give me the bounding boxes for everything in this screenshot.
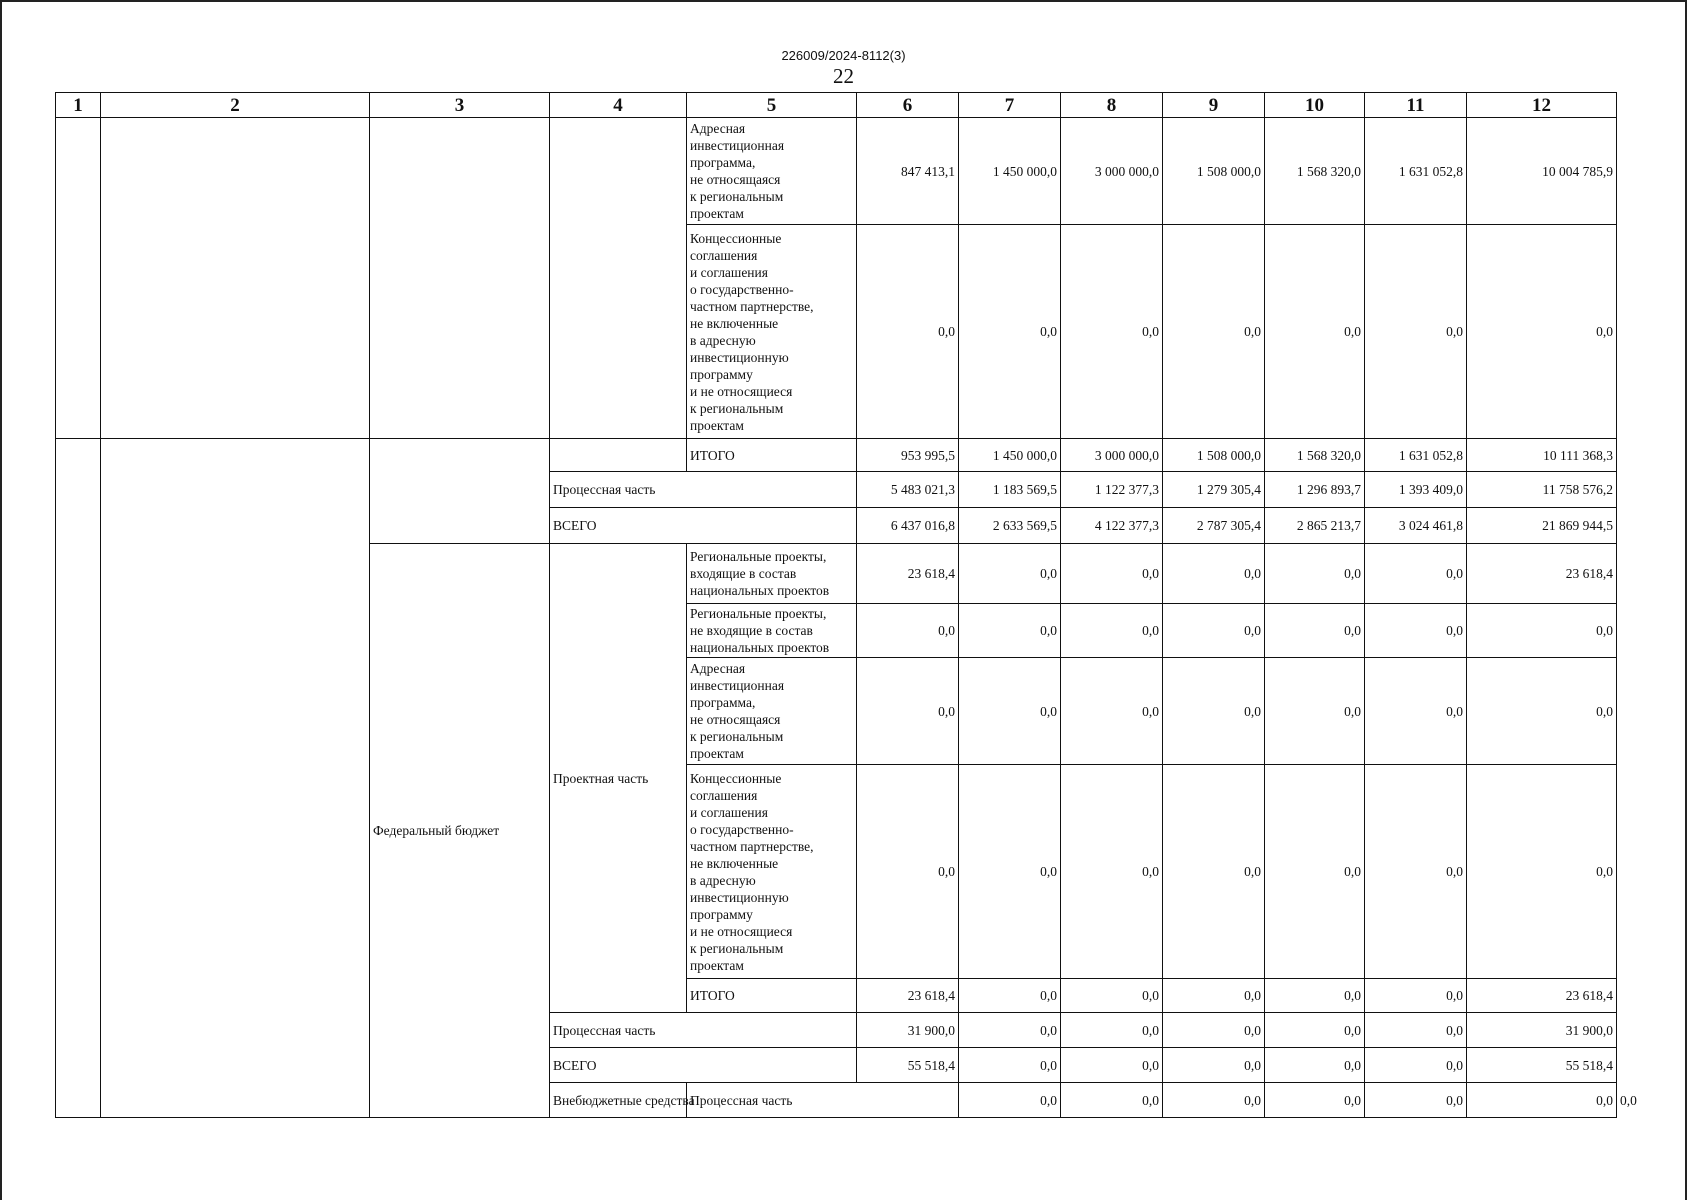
value-cell: 5 483 021,3	[857, 472, 959, 508]
source-federal-budget: Федеральный бюджет	[370, 544, 550, 1118]
cell-col4-mid	[550, 439, 687, 472]
value-cell: 0,0	[959, 658, 1061, 765]
column-header: 9	[1163, 93, 1265, 118]
row-label-project-part: Проектная часть	[550, 544, 687, 1013]
value-cell: 0,0	[959, 225, 1061, 439]
value-cell: 0,0	[1061, 544, 1163, 604]
source-extra-budgetary: Внебюджетные средства	[550, 1083, 687, 1118]
value-cell: 23 618,4	[1467, 979, 1617, 1013]
value-cell: 0,0	[1061, 979, 1163, 1013]
value-cell: 847 413,1	[857, 118, 959, 225]
row-label-address-program: Адресная инвестиционная программа, не относящаяся к региональным проектам	[687, 658, 857, 765]
value-cell: 2 787 305,4	[1163, 508, 1265, 544]
row-label-regional-in: Региональные проекты, входящие в состав национальных проектов	[687, 544, 857, 604]
column-header-row	[56, 93, 1617, 118]
value-cell: 0,0	[1265, 979, 1365, 1013]
row-label-regional-out: Региональные проекты, не входящие в состав национальных проектов	[687, 604, 857, 658]
value-cell: 23 618,4	[857, 979, 959, 1013]
row-label-itogo: ИТОГО	[687, 439, 857, 472]
value-cell: 10 004 785,9	[1467, 118, 1617, 225]
value-cell: 1 279 305,4	[1163, 472, 1265, 508]
value-cell: 0,0	[1061, 1013, 1163, 1048]
value-cell: 0,0	[1061, 225, 1163, 439]
value-cell: 0,0	[1265, 1083, 1365, 1118]
cell-col2-bottom	[101, 439, 370, 1118]
value-cell: 0,0	[1467, 225, 1617, 439]
value-cell: 0,0	[1061, 1083, 1163, 1118]
budget-table	[55, 92, 1637, 1118]
value-cell: 0,0	[959, 1083, 1061, 1118]
value-cell: 0,0	[1163, 765, 1265, 979]
value-cell: 0,0	[959, 544, 1061, 604]
value-cell: 0,0	[1163, 979, 1265, 1013]
table-row	[56, 118, 1617, 225]
value-cell: 1 631 052,8	[1365, 439, 1467, 472]
page-number: 22	[833, 64, 854, 88]
value-cell: 55 518,4	[857, 1048, 959, 1083]
row-label-address-program: Адресная инвестиционная программа, не относящаяся к региональным проектам	[687, 118, 857, 225]
value-cell: 0,0	[1467, 604, 1617, 658]
value-cell: 1 631 052,8	[1365, 118, 1467, 225]
value-cell: 0,0	[1163, 658, 1265, 765]
value-cell: 1 296 893,7	[1265, 472, 1365, 508]
column-header: 2	[101, 93, 370, 118]
table-row: Внебюджетные средства Процессная часть 0,0 0,0 0,0 0,0 0,0 0,0 0,0	[56, 1083, 1617, 1118]
value-cell: 0,0	[1467, 765, 1617, 979]
cell-col1-top	[56, 118, 101, 439]
value-cell: 0,0	[1365, 1083, 1467, 1118]
value-cell: 1 183 569,5	[959, 472, 1061, 508]
value-cell: 3 000 000,0	[1061, 439, 1163, 472]
value-cell: 1 122 377,3	[1061, 472, 1163, 508]
value-cell: 1 568 320,0	[1265, 118, 1365, 225]
value-cell: 1 450 000,0	[959, 439, 1061, 472]
value-cell: 0,0	[857, 225, 959, 439]
table-row	[56, 439, 1617, 472]
value-cell: 0,0	[959, 1048, 1061, 1083]
column-header: 10	[1265, 93, 1365, 118]
value-cell: 0,0	[1163, 544, 1265, 604]
value-cell: 0,0	[1365, 1048, 1467, 1083]
value-cell: 55 518,4	[1467, 1048, 1617, 1083]
value-cell: 0,0	[1265, 604, 1365, 658]
value-cell: 0,0	[1467, 1083, 1617, 1118]
value-cell: 0,0	[1265, 544, 1365, 604]
value-cell: 0,0	[857, 765, 959, 979]
value-cell: 0,0	[1163, 1048, 1265, 1083]
value-cell: 3 024 461,8	[1365, 508, 1467, 544]
value-cell: 0,0	[1163, 1083, 1265, 1118]
value-cell: 1 508 000,0	[1163, 439, 1265, 472]
value-cell: 0,0	[1365, 979, 1467, 1013]
row-label-concession: Концессионные соглашения и соглашения о государственно- частном партнерстве, не включенные в адресную инвестиционную программу и не относящиеся к региональным проектам	[687, 225, 857, 439]
value-cell: 0,0	[1061, 604, 1163, 658]
row-label-process-part: Процессная часть	[550, 472, 857, 508]
value-cell: 0,0	[959, 979, 1061, 1013]
value-cell: 0,0	[1265, 1048, 1365, 1083]
cell-col1-bottom	[56, 439, 101, 1118]
column-header: 7	[959, 93, 1061, 118]
cell-col3-top	[370, 118, 550, 439]
value-cell: 0,0	[1163, 225, 1265, 439]
value-cell: 0,0	[1061, 1048, 1163, 1083]
value-cell: 4 122 377,3	[1061, 508, 1163, 544]
value-cell: 21 869 944,5	[1467, 508, 1617, 544]
value-cell: 0,0	[1365, 658, 1467, 765]
row-label-itogo: ИТОГО	[687, 979, 857, 1013]
value-cell: 0,0	[959, 765, 1061, 979]
cell-col4-top	[550, 118, 687, 439]
column-header: 3	[370, 93, 550, 118]
value-cell: 31 900,0	[1467, 1013, 1617, 1048]
value-cell: 0,0	[857, 658, 959, 765]
value-cell: 31 900,0	[857, 1013, 959, 1048]
value-cell: 0,0	[1163, 604, 1265, 658]
value-cell: 1 393 409,0	[1365, 472, 1467, 508]
value-cell: 1 450 000,0	[959, 118, 1061, 225]
value-cell: 0,0	[1365, 604, 1467, 658]
value-cell: 2 633 569,5	[959, 508, 1061, 544]
row-label-concession: Концессионные соглашения и соглашения о государственно- частном партнерстве, не включенные в адресную инвестиционную программу и не относящиеся к региональным проектам	[687, 765, 857, 979]
document-code: 226009/2024-8112(3)	[781, 48, 906, 63]
column-header: 5	[687, 93, 857, 118]
value-cell: 10 111 368,3	[1467, 439, 1617, 472]
column-header: 12	[1467, 93, 1617, 118]
page-frame-top	[0, 0, 1687, 2]
value-cell: 0,0	[959, 604, 1061, 658]
value-cell: 11 758 576,2	[1467, 472, 1617, 508]
value-cell: 0,0	[1265, 225, 1365, 439]
row-label-process-part: Процессная часть	[687, 1083, 959, 1118]
value-cell: 1 508 000,0	[1163, 118, 1265, 225]
value-cell: 0,0	[959, 1013, 1061, 1048]
value-cell: 0,0	[1365, 1013, 1467, 1048]
value-cell: 0,0	[1467, 658, 1617, 765]
column-header: 8	[1061, 93, 1163, 118]
value-cell: 3 000 000,0	[1061, 118, 1163, 225]
value-cell: 1 568 320,0	[1265, 439, 1365, 472]
column-header: 11	[1365, 93, 1467, 118]
value-cell: 0,0	[1365, 225, 1467, 439]
value-cell: 0,0	[1365, 544, 1467, 604]
value-cell: 23 618,4	[1467, 544, 1617, 604]
value-cell: 0,0	[1265, 765, 1365, 979]
value-cell: 2 865 213,7	[1265, 508, 1365, 544]
row-label-process-part: Процессная часть	[550, 1013, 857, 1048]
value-cell: 0,0	[1265, 658, 1365, 765]
value-cell: 0,0	[857, 604, 959, 658]
column-header: 4	[550, 93, 687, 118]
value-cell: 0,0	[1365, 765, 1467, 979]
value-cell: 0,0	[1061, 765, 1163, 979]
row-label-total: ВСЕГО	[550, 1048, 857, 1083]
value-cell: 0,0	[1061, 658, 1163, 765]
column-header: 6	[857, 93, 959, 118]
value-cell: 6 437 016,8	[857, 508, 959, 544]
column-header: 1	[56, 93, 101, 118]
value-cell: 0,0	[1163, 1013, 1265, 1048]
cell-col2-top	[101, 118, 370, 439]
page-frame-left	[0, 0, 2, 1200]
value-cell: 953 995,5	[857, 439, 959, 472]
value-cell: 23 618,4	[857, 544, 959, 604]
value-cell: 0,0	[1265, 1013, 1365, 1048]
row-label-total: ВСЕГО	[550, 508, 857, 544]
cell-col3-mid	[370, 439, 550, 544]
